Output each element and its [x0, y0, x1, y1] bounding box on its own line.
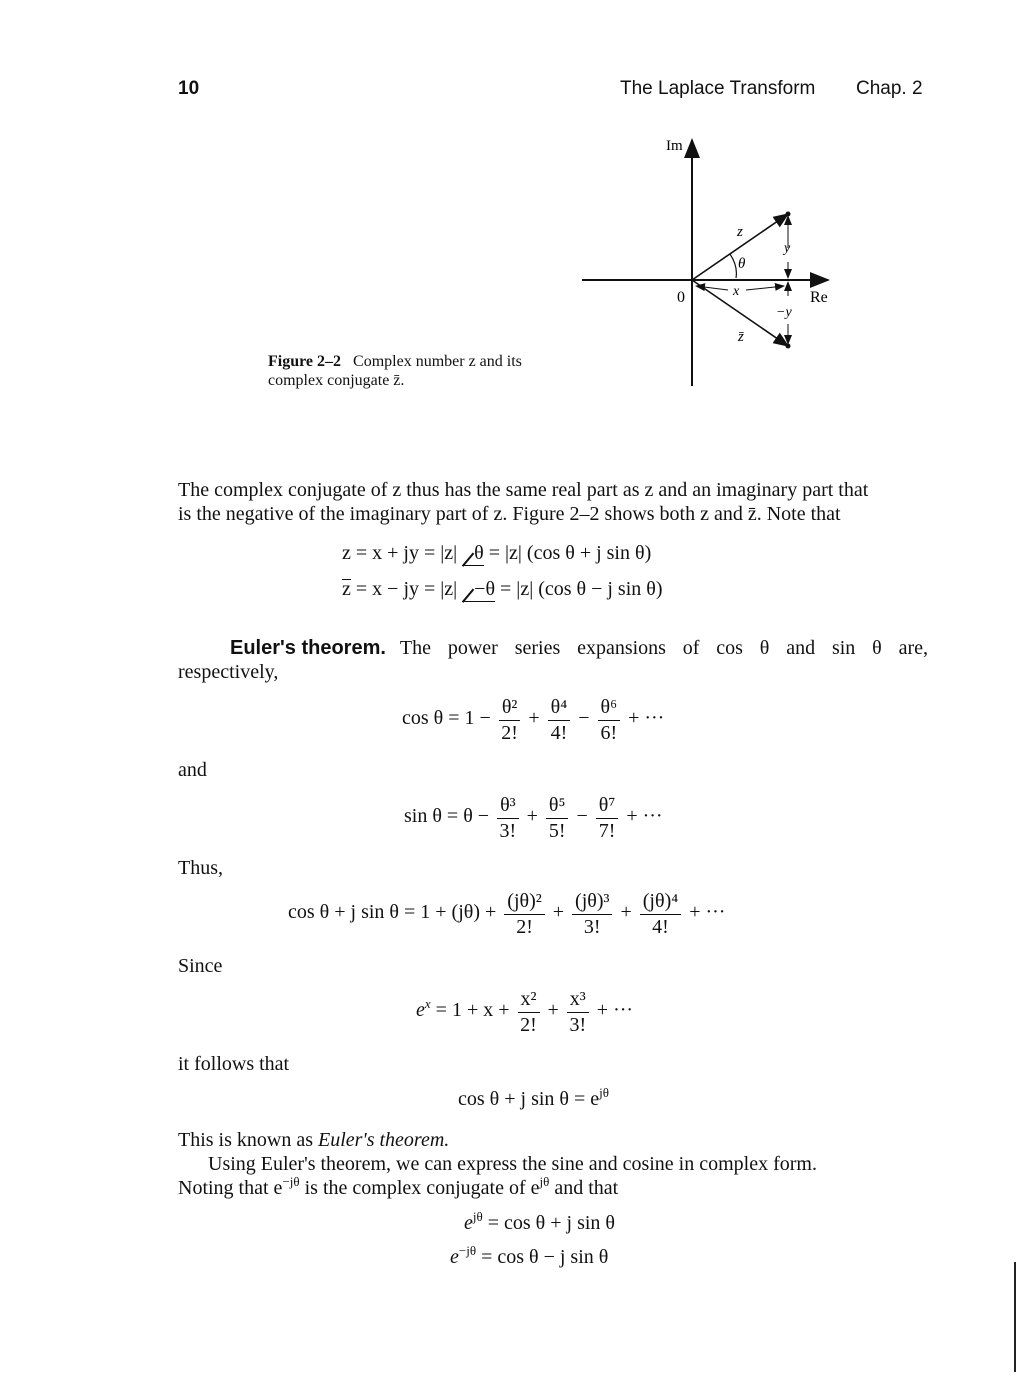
equation-euler — [458, 1085, 609, 1111]
fraction — [640, 888, 681, 939]
complex-plane-figure — [570, 128, 850, 388]
numerator: x² — [518, 986, 540, 1013]
numerator: (jθ)³ — [572, 888, 612, 915]
text-run: Noting that e — [178, 1177, 283, 1199]
exponent: jθ — [472, 1209, 483, 1224]
numerator: θ⁶ — [598, 694, 621, 721]
paragraph-line: The power series expansions of cos θ and sin θ are, — [399, 637, 928, 659]
denominator: 3! — [583, 916, 601, 938]
equation-part — [416, 996, 510, 1022]
denominator: 2! — [501, 722, 518, 744]
paragraph-line: Using Euler's theorem, we can express the sine and cosine in complex form. — [208, 1153, 817, 1175]
im-label: Im — [666, 138, 683, 154]
fraction — [567, 986, 589, 1037]
numerator: (jθ)⁴ — [640, 888, 681, 915]
connector-since: Since — [178, 955, 223, 977]
zbar-label: z̄ — [738, 329, 744, 345]
exponent: jθ — [539, 1174, 550, 1189]
numerator: θ² — [499, 694, 521, 721]
denominator: 6! — [600, 722, 618, 744]
paragraph-line: respectively, — [178, 661, 279, 683]
figure-caption-line1: Complex number z and its — [353, 353, 522, 370]
equation-part: cos θ + j sin θ = 1 + (jθ) + — [288, 901, 497, 924]
page-number: 10 — [178, 78, 200, 99]
exponent: x — [424, 996, 431, 1012]
scan-edge-line — [1014, 1262, 1016, 1372]
equation-part: + ··· — [689, 901, 726, 924]
equation-sin-series — [404, 792, 663, 843]
denominator: 2! — [516, 916, 533, 938]
operator: + — [620, 901, 632, 924]
neg-y-label: −y — [776, 305, 792, 320]
numerator: (jθ)² — [504, 888, 544, 915]
fraction — [596, 792, 619, 843]
exp-base: e — [416, 999, 425, 1022]
text-run: This is known as — [178, 1129, 318, 1151]
connector-and: and — [178, 759, 207, 781]
equation-combined-series — [288, 888, 725, 939]
denominator: 5! — [548, 820, 566, 842]
x-label: x — [733, 284, 740, 299]
exp-base: e — [450, 1246, 459, 1268]
equation-ejtheta — [464, 1209, 616, 1235]
operator: − — [578, 707, 590, 730]
running-head-chapter: Chap. 2 — [856, 78, 923, 99]
numerator: θ⁷ — [596, 792, 619, 819]
numerator: θ⁵ — [546, 792, 569, 819]
exponent: −jθ — [458, 1243, 477, 1258]
connector-thus: Thus, — [178, 857, 223, 879]
equation-cos-series — [402, 694, 664, 745]
origin-label: 0 — [677, 289, 685, 306]
fraction — [572, 888, 612, 939]
denominator: 3! — [499, 820, 517, 842]
denominator: 4! — [550, 722, 568, 744]
text-run: is the complex conjugate of e — [299, 1177, 540, 1199]
paragraph-line — [178, 1176, 938, 1200]
exponent: jθ — [599, 1085, 609, 1100]
text-run: and that — [549, 1177, 619, 1199]
equation-part: + ··· — [628, 707, 665, 730]
fraction — [546, 792, 569, 843]
italic-term: Euler's theorem. — [318, 1129, 450, 1151]
equation-part: = |z| (cos θ − j sin θ) — [495, 578, 663, 600]
operator: − — [576, 805, 588, 828]
section-heading: Euler's theorem. — [230, 637, 386, 659]
angle-symbol — [462, 578, 495, 602]
z-label: z — [737, 224, 743, 240]
denominator: 7! — [598, 820, 616, 842]
theta-label: θ — [738, 256, 746, 272]
figure-caption-line2: complex conjugate z̄. — [268, 372, 405, 389]
y-label: y — [784, 241, 791, 256]
angle-symbol — [462, 542, 484, 566]
equation-part: sin θ = θ − — [404, 805, 490, 828]
exp-base: e — [464, 1212, 473, 1234]
fraction — [598, 694, 621, 745]
angle-value: −θ — [474, 578, 496, 600]
paragraph-euler-closing — [178, 1128, 938, 1200]
equation-z-polar — [342, 542, 651, 566]
figure-caption — [268, 352, 522, 390]
equation-part: = 1 + x + — [430, 999, 510, 1022]
zbar-symbol: z — [342, 578, 351, 600]
fraction — [497, 792, 519, 843]
equation-part: z = x + jy = |z| — [342, 542, 463, 564]
denominator: 4! — [652, 916, 669, 938]
paragraph-line — [178, 1128, 938, 1152]
paragraph-line: The complex conjugate of z thus has the same real part as z and an imaginary part that — [178, 479, 869, 501]
equation-part: = cos θ − j sin θ — [476, 1246, 609, 1268]
re-label: Re — [810, 289, 828, 306]
paragraph-line: is the negative of the imaginary part of z. Figure 2–2 shows both z and z̄. Note that — [178, 503, 841, 525]
exponent: −jθ — [282, 1174, 300, 1189]
equation-part: = cos θ + j sin θ — [482, 1212, 616, 1234]
paragraph-conjugate — [178, 478, 938, 526]
fraction — [518, 986, 540, 1037]
equation-part: = x − jy = |z| — [350, 578, 463, 600]
connector-it-follows: it follows that — [178, 1053, 290, 1075]
equation-part: + ··· — [596, 999, 634, 1022]
angle-value: θ — [474, 542, 484, 564]
numerator: x³ — [567, 986, 589, 1013]
equation-part: = |z| (cos θ + j sin θ) — [483, 542, 652, 564]
equation-part: + ··· — [626, 805, 663, 828]
equation-zbar-polar — [342, 578, 663, 602]
figure-caption-label: Figure 2–2 — [268, 353, 342, 370]
denominator: 2! — [520, 1014, 537, 1036]
theta-arc — [730, 254, 736, 278]
paragraph-euler-intro — [178, 636, 928, 684]
operator: + — [547, 999, 559, 1022]
equation-exp-series — [416, 986, 633, 1037]
numerator: θ⁴ — [548, 694, 571, 721]
running-head-title: The Laplace Transform — [620, 78, 816, 99]
numerator: θ³ — [497, 792, 519, 819]
equation-part: cos θ = 1 − — [402, 707, 491, 730]
fraction — [548, 694, 571, 745]
operator: + — [526, 805, 538, 828]
operator: + — [528, 707, 540, 730]
equation-emjtheta — [450, 1243, 609, 1269]
denominator: 3! — [569, 1014, 587, 1036]
fraction — [504, 888, 544, 939]
fraction — [499, 694, 521, 745]
operator: + — [552, 901, 565, 924]
equation-part: cos θ + j sin θ = e — [458, 1088, 600, 1110]
